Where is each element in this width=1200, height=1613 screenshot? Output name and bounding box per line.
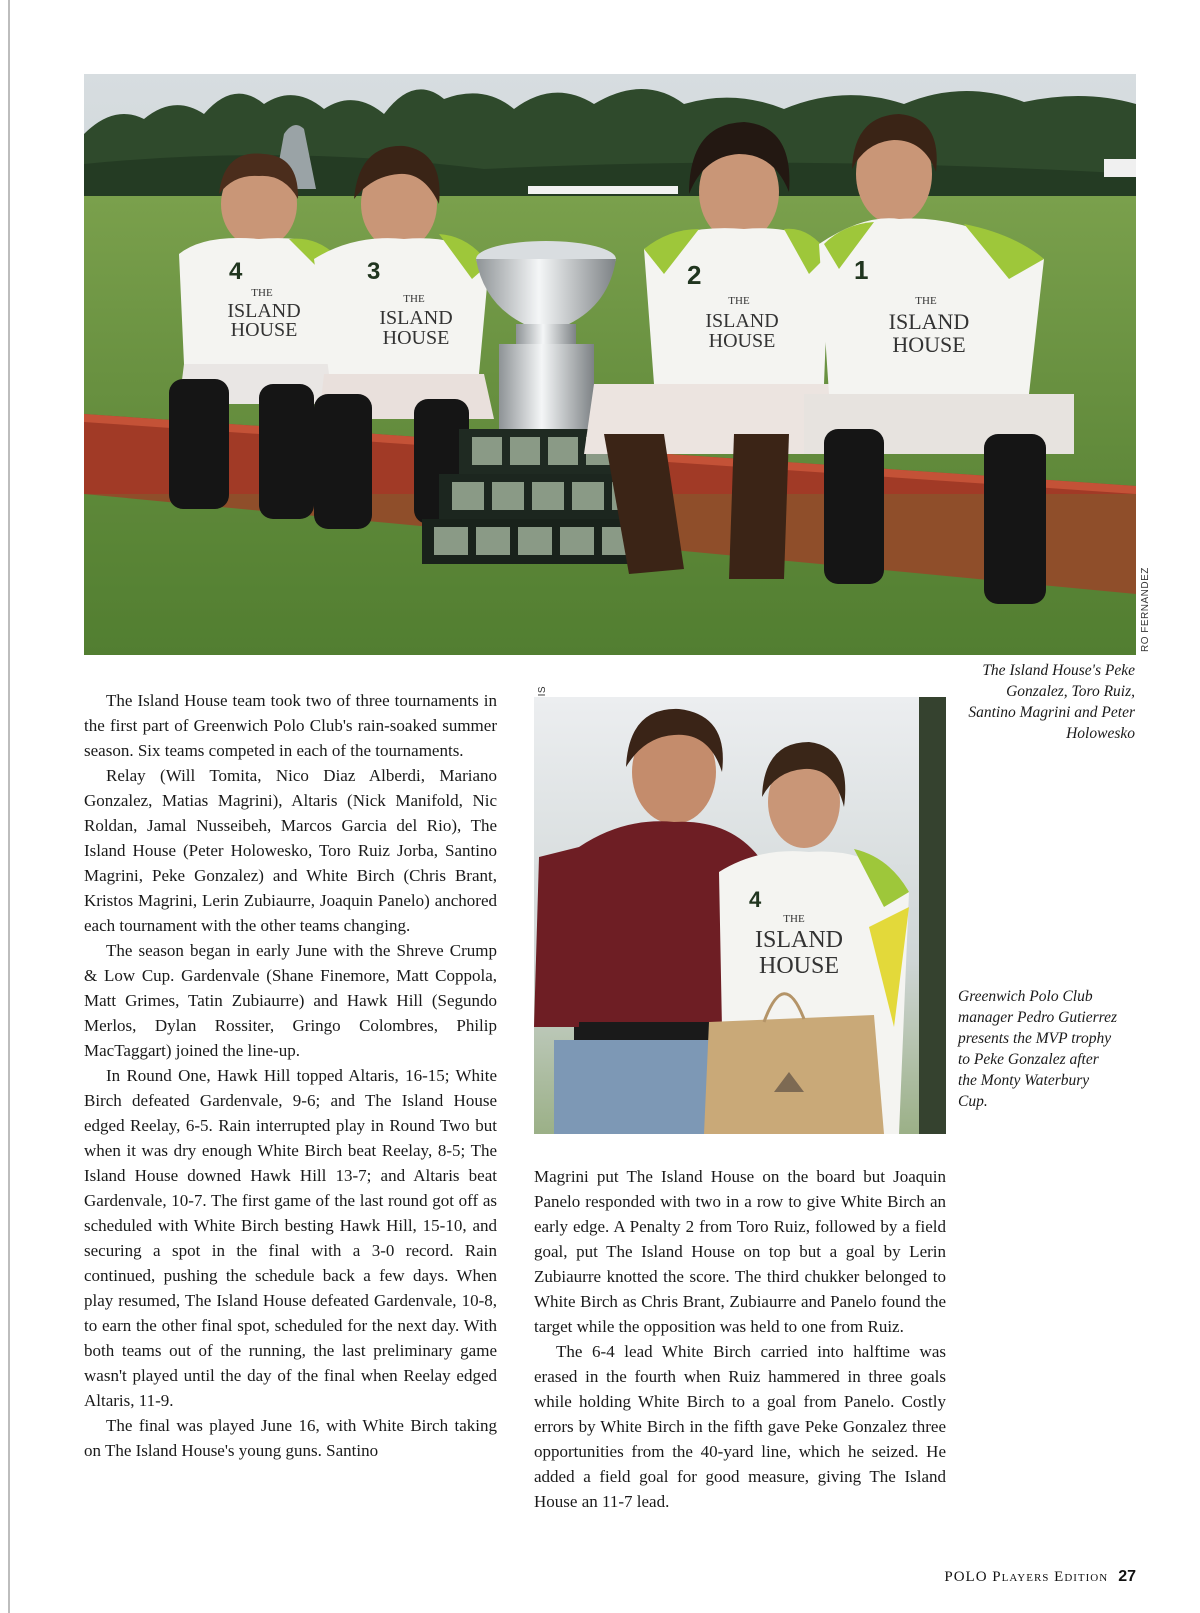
svg-text:ISLAND: ISLAND <box>379 307 453 329</box>
paragraph: Relay (Will Tomita, Nico Diaz Alberdi, Mariano Gonzalez, Matias Magrini), Altaris (Nick Manifold, Nic Roldan, Jamal Nusseibeh, Marcos Garcia del Rio), The Island House (Peter Holowesko, Toro Ruiz Jorba, Santino Magrini, Peke Gonzalez) and White Birch (Chris Brant, Kristos Magrini, Lerin Zubiaurre, Joaquin Panelo) anchored each tournament with the other teams changing. <box>84 766 497 935</box>
svg-text:THE: THE <box>403 293 425 305</box>
svg-text:ISLAND: ISLAND <box>705 310 779 332</box>
svg-text:HOUSE: HOUSE <box>382 327 450 349</box>
svg-text:HOUSE: HOUSE <box>758 953 840 979</box>
page-footer <box>944 1568 1136 1586</box>
page-spine-line <box>8 0 10 1613</box>
page-number: 27 <box>1118 1568 1136 1585</box>
magazine-name: POLO Players Edition <box>944 1569 1109 1585</box>
paragraph: The 6-4 lead White Birch carried into halftime was erased in the fourth when Ruiz hammered in three goals while holding White Birch to a goal from Panelo. Costly errors by White Birch in the fifth gave Peke Gonzalez three opportunities from the 40-yard line, which he seized. He added a field goal for good measure, giving The Island House an 11-7 lead. <box>534 1342 946 1511</box>
paragraph: In Round One, Hawk Hill topped Altaris, 16-15; White Birch defeated Gardenvale, 9-6; and The Island House edged Reelay, 6-5. Rain interrupted play in Round Two but when it was dry enough White Birch beat Reelay, 8-5; The Island House downed Hawk Hill 13-7; and Altaris beat Gardenvale, 10-7. The first game of the last round got off as scheduled with White Birch besting Hawk Hill, 15-10, and securing a spot in the final with a 3-0 record. Rain continued, pushing the schedule back a few days. When play resumed, The Island House defeated Gardenvale, 10-8, to earn the other final spot, scheduled for the next day. With both teams out of the running, the last preliminary game wasn't played until the day of the final when Reelay edged Altaris, 11-9. <box>84 1066 497 1410</box>
svg-text:THE: THE <box>251 287 273 299</box>
svg-text:ISLAND: ISLAND <box>227 300 301 322</box>
paragraph: The final was played June 16, with White Birch taking on The Island House's young guns. Santino <box>84 1416 497 1460</box>
svg-text:HOUSE: HOUSE <box>230 319 298 341</box>
paragraph: The Island House team took two of three tournaments in the first part of Greenwich Polo Club's rain-soaked summer season. Six teams competed in each of the tournaments. <box>84 691 497 760</box>
svg-text:3: 3 <box>367 258 381 285</box>
svg-text:THE: THE <box>783 913 805 925</box>
paragraph: The season began in early June with the Shreve Crump & Low Cup. Gardenvale (Shane Finemore, Matt Coppola, Matt Grimes, Tatin Zubiaurre) and Hawk Hill (Segundo Merlos, Dylan Rossiter, Gringo Colombres, Philip MacTaggart) joined the line-up. <box>84 941 497 1060</box>
svg-text:ISLAND: ISLAND <box>888 309 970 334</box>
team-photo <box>84 74 1136 655</box>
mvp-presentation-photo <box>534 697 946 1134</box>
svg-text:HOUSE: HOUSE <box>708 330 776 352</box>
svg-text:2: 2 <box>687 260 702 290</box>
svg-text:THE: THE <box>915 295 937 307</box>
article-column-right <box>534 1164 946 1514</box>
second-photo-caption: Greenwich Polo Club manager Pedro Gutierrez presents the MVP trophy to Peke Gonzalez after the Monty Waterbury Cup. <box>958 988 1117 1110</box>
svg-text:THE: THE <box>728 295 750 307</box>
paragraph: Magrini put The Island House on the board but Joaquin Panelo responded with two in a row to give White Birch an early edge. A Penalty 2 from Toro Ruiz, followed by a field goal, put The Island House on top but a goal by Lerin Zubiaurre knotted the score. The third chukker belonged to White Birch as Chris Brant, Zubiaurre and Panelo found the target while the opposition was held to one from Ruiz. <box>534 1167 946 1336</box>
svg-text:4: 4 <box>229 258 243 285</box>
svg-text:HOUSE: HOUSE <box>892 332 966 357</box>
article-column-left <box>84 688 497 1463</box>
main-photo-credit: RO FERNANDEZ <box>1140 567 1151 652</box>
svg-text:4: 4 <box>749 887 762 912</box>
svg-text:1: 1 <box>854 255 869 285</box>
main-photo-caption: The Island House's Peke Gonzalez, Toro Ruiz, Santino Magrini and Peter Holowesko <box>968 662 1135 742</box>
svg-text:ISLAND: ISLAND <box>755 927 843 953</box>
